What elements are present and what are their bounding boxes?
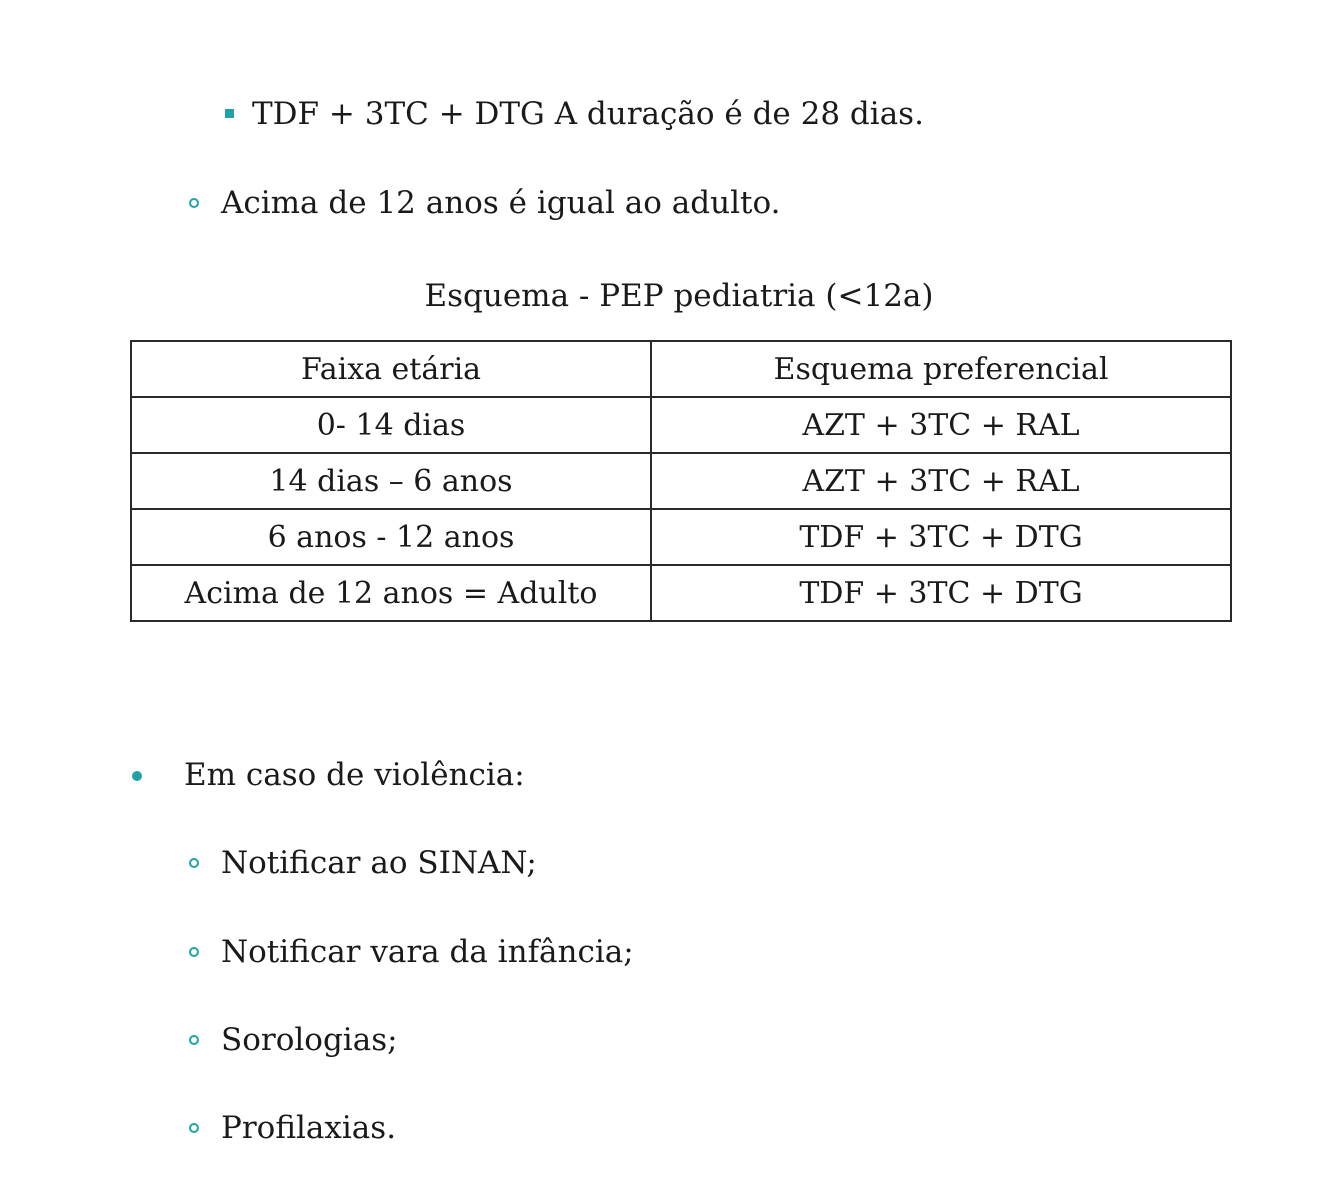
- list-item-notify-court: Notificar vara da infância;: [221, 934, 634, 970]
- list-item-prophylaxis: Profilaxias.: [221, 1110, 397, 1146]
- table-caption: Esquema - PEP pediatria (<12a): [424, 278, 934, 314]
- table-row: [131, 453, 1231, 509]
- list-item-serologies: Sorologias;: [221, 1022, 398, 1058]
- cell-age-range: 6 anos - 12 anos: [131, 509, 651, 565]
- cell-age-range: 14 dias – 6 anos: [131, 453, 651, 509]
- header-age-range: Faixa etária: [131, 341, 651, 397]
- list-item-duration: TDF + 3TC + DTG A duração é de 28 dias.: [252, 96, 924, 132]
- square-bullet-icon: [225, 109, 234, 118]
- table-row: [131, 397, 1231, 453]
- list-item-notify-sinan: Notificar ao SINAN;: [221, 845, 537, 881]
- cell-scheme: TDF + 3TC + DTG: [651, 565, 1231, 621]
- ring-bullet-icon: [189, 1123, 199, 1133]
- list-item-above-12: Acima de 12 anos é igual ao adulto.: [221, 185, 781, 221]
- table-row: [131, 565, 1231, 621]
- violence-title: Em caso de violência:: [184, 757, 525, 793]
- cell-scheme: AZT + 3TC + RAL: [651, 397, 1231, 453]
- cell-scheme: TDF + 3TC + DTG: [651, 509, 1231, 565]
- pep-pediatric-table: [130, 340, 1232, 622]
- header-preferred-scheme: Esquema preferencial: [651, 341, 1231, 397]
- table-row: [131, 509, 1231, 565]
- ring-bullet-icon: [189, 858, 199, 868]
- cell-age-range: 0- 14 dias: [131, 397, 651, 453]
- ring-bullet-icon: [189, 1035, 199, 1045]
- dot-bullet-icon: [132, 771, 142, 781]
- cell-scheme: AZT + 3TC + RAL: [651, 453, 1231, 509]
- cell-age-range: Acima de 12 anos = Adulto: [131, 565, 651, 621]
- ring-bullet-icon: [189, 947, 199, 957]
- table-header-row: [131, 341, 1231, 397]
- ring-bullet-icon: [189, 198, 199, 208]
